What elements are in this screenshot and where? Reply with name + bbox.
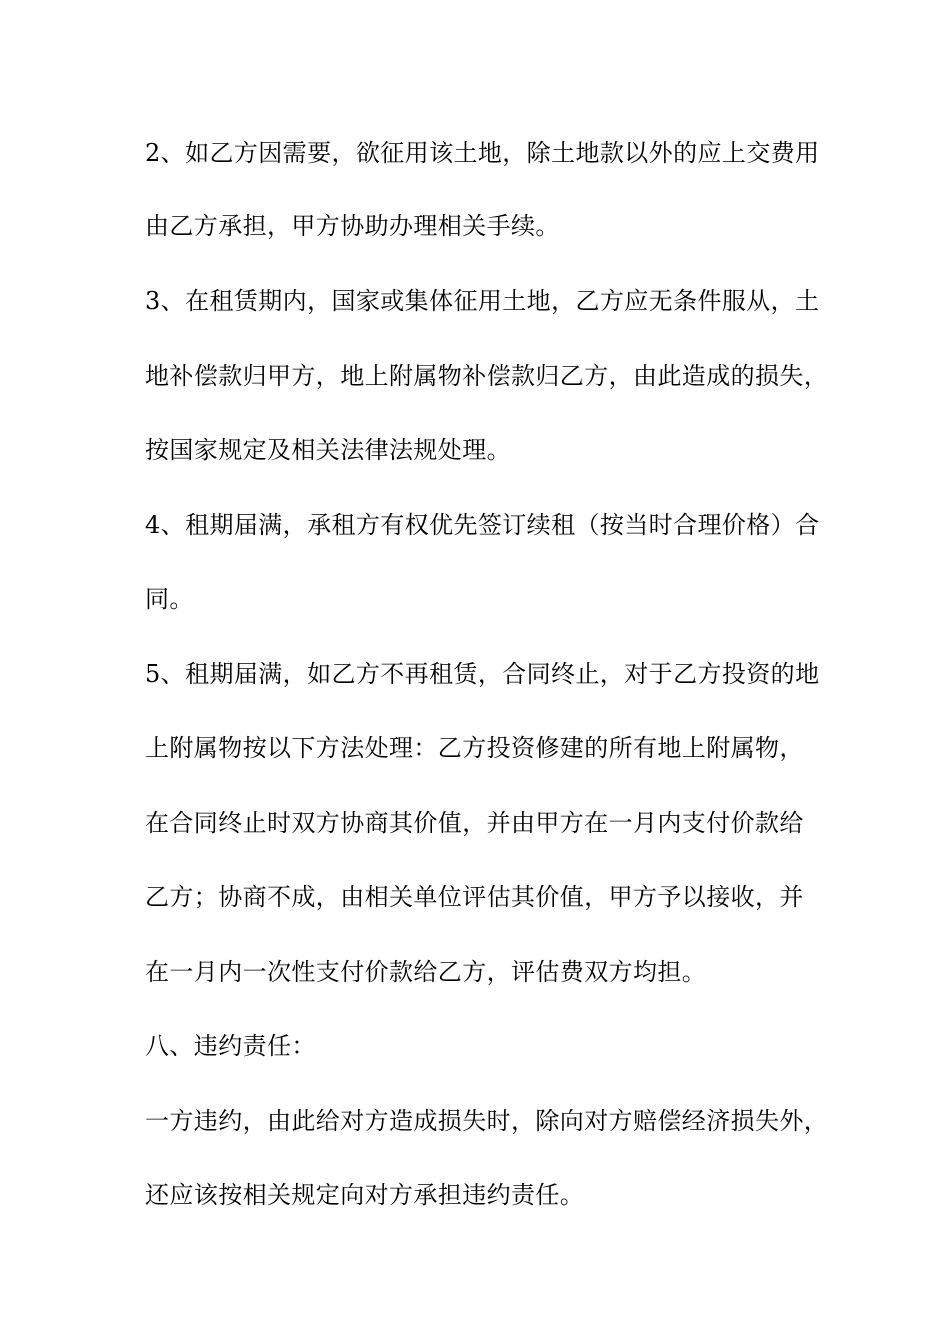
clause-2-line-1: 2、如乙方因需要，欲征用该土地，除土地款以外的应上交费用 (145, 139, 820, 167)
clause-3-line-2: 地补偿款归甲方，地上附属物补偿款归乙方，由此造成的损失， (145, 362, 829, 390)
clause-5-line-1: 5、租期届满，如乙方不再租赁，合同终止，对于乙方投资的地 (145, 660, 820, 688)
section-heading-breach: 八、违约责任： (145, 1032, 316, 1060)
breach-line-2: 还应该按相关规定向对方承担违约责任。 (145, 1181, 585, 1209)
clause-5-line-5: 在一月内一次性支付价款给乙方，评估费双方均担。 (145, 958, 707, 986)
clause-5-line-3: 在合同终止时双方协商其价值，并由甲方在一月内支付价款给 (145, 809, 804, 837)
breach-line-1: 一方违约，由此给对方造成损失时，除向对方赔偿经济损失外， (145, 1107, 829, 1135)
clause-4-line-2: 同。 (145, 585, 194, 613)
clause-5-line-4: 乙方；协商不成，由相关单位评估其价值，甲方予以接收，并 (145, 883, 804, 911)
clause-5-line-2: 上附属物按以下方法处理：乙方投资修建的所有地上附属物， (145, 734, 804, 762)
clause-4-line-1: 4、租期届满，承租方有权优先签订续租（按当时合理价格）合 (145, 511, 820, 539)
clause-3-line-3: 按国家规定及相关法律法规处理。 (145, 436, 511, 464)
clause-3-line-1: 3、在租赁期内，国家或集体征用土地，乙方应无条件服从，土 (145, 287, 820, 315)
clause-2-line-2: 由乙方承担，甲方协助办理相关手续。 (145, 212, 560, 240)
